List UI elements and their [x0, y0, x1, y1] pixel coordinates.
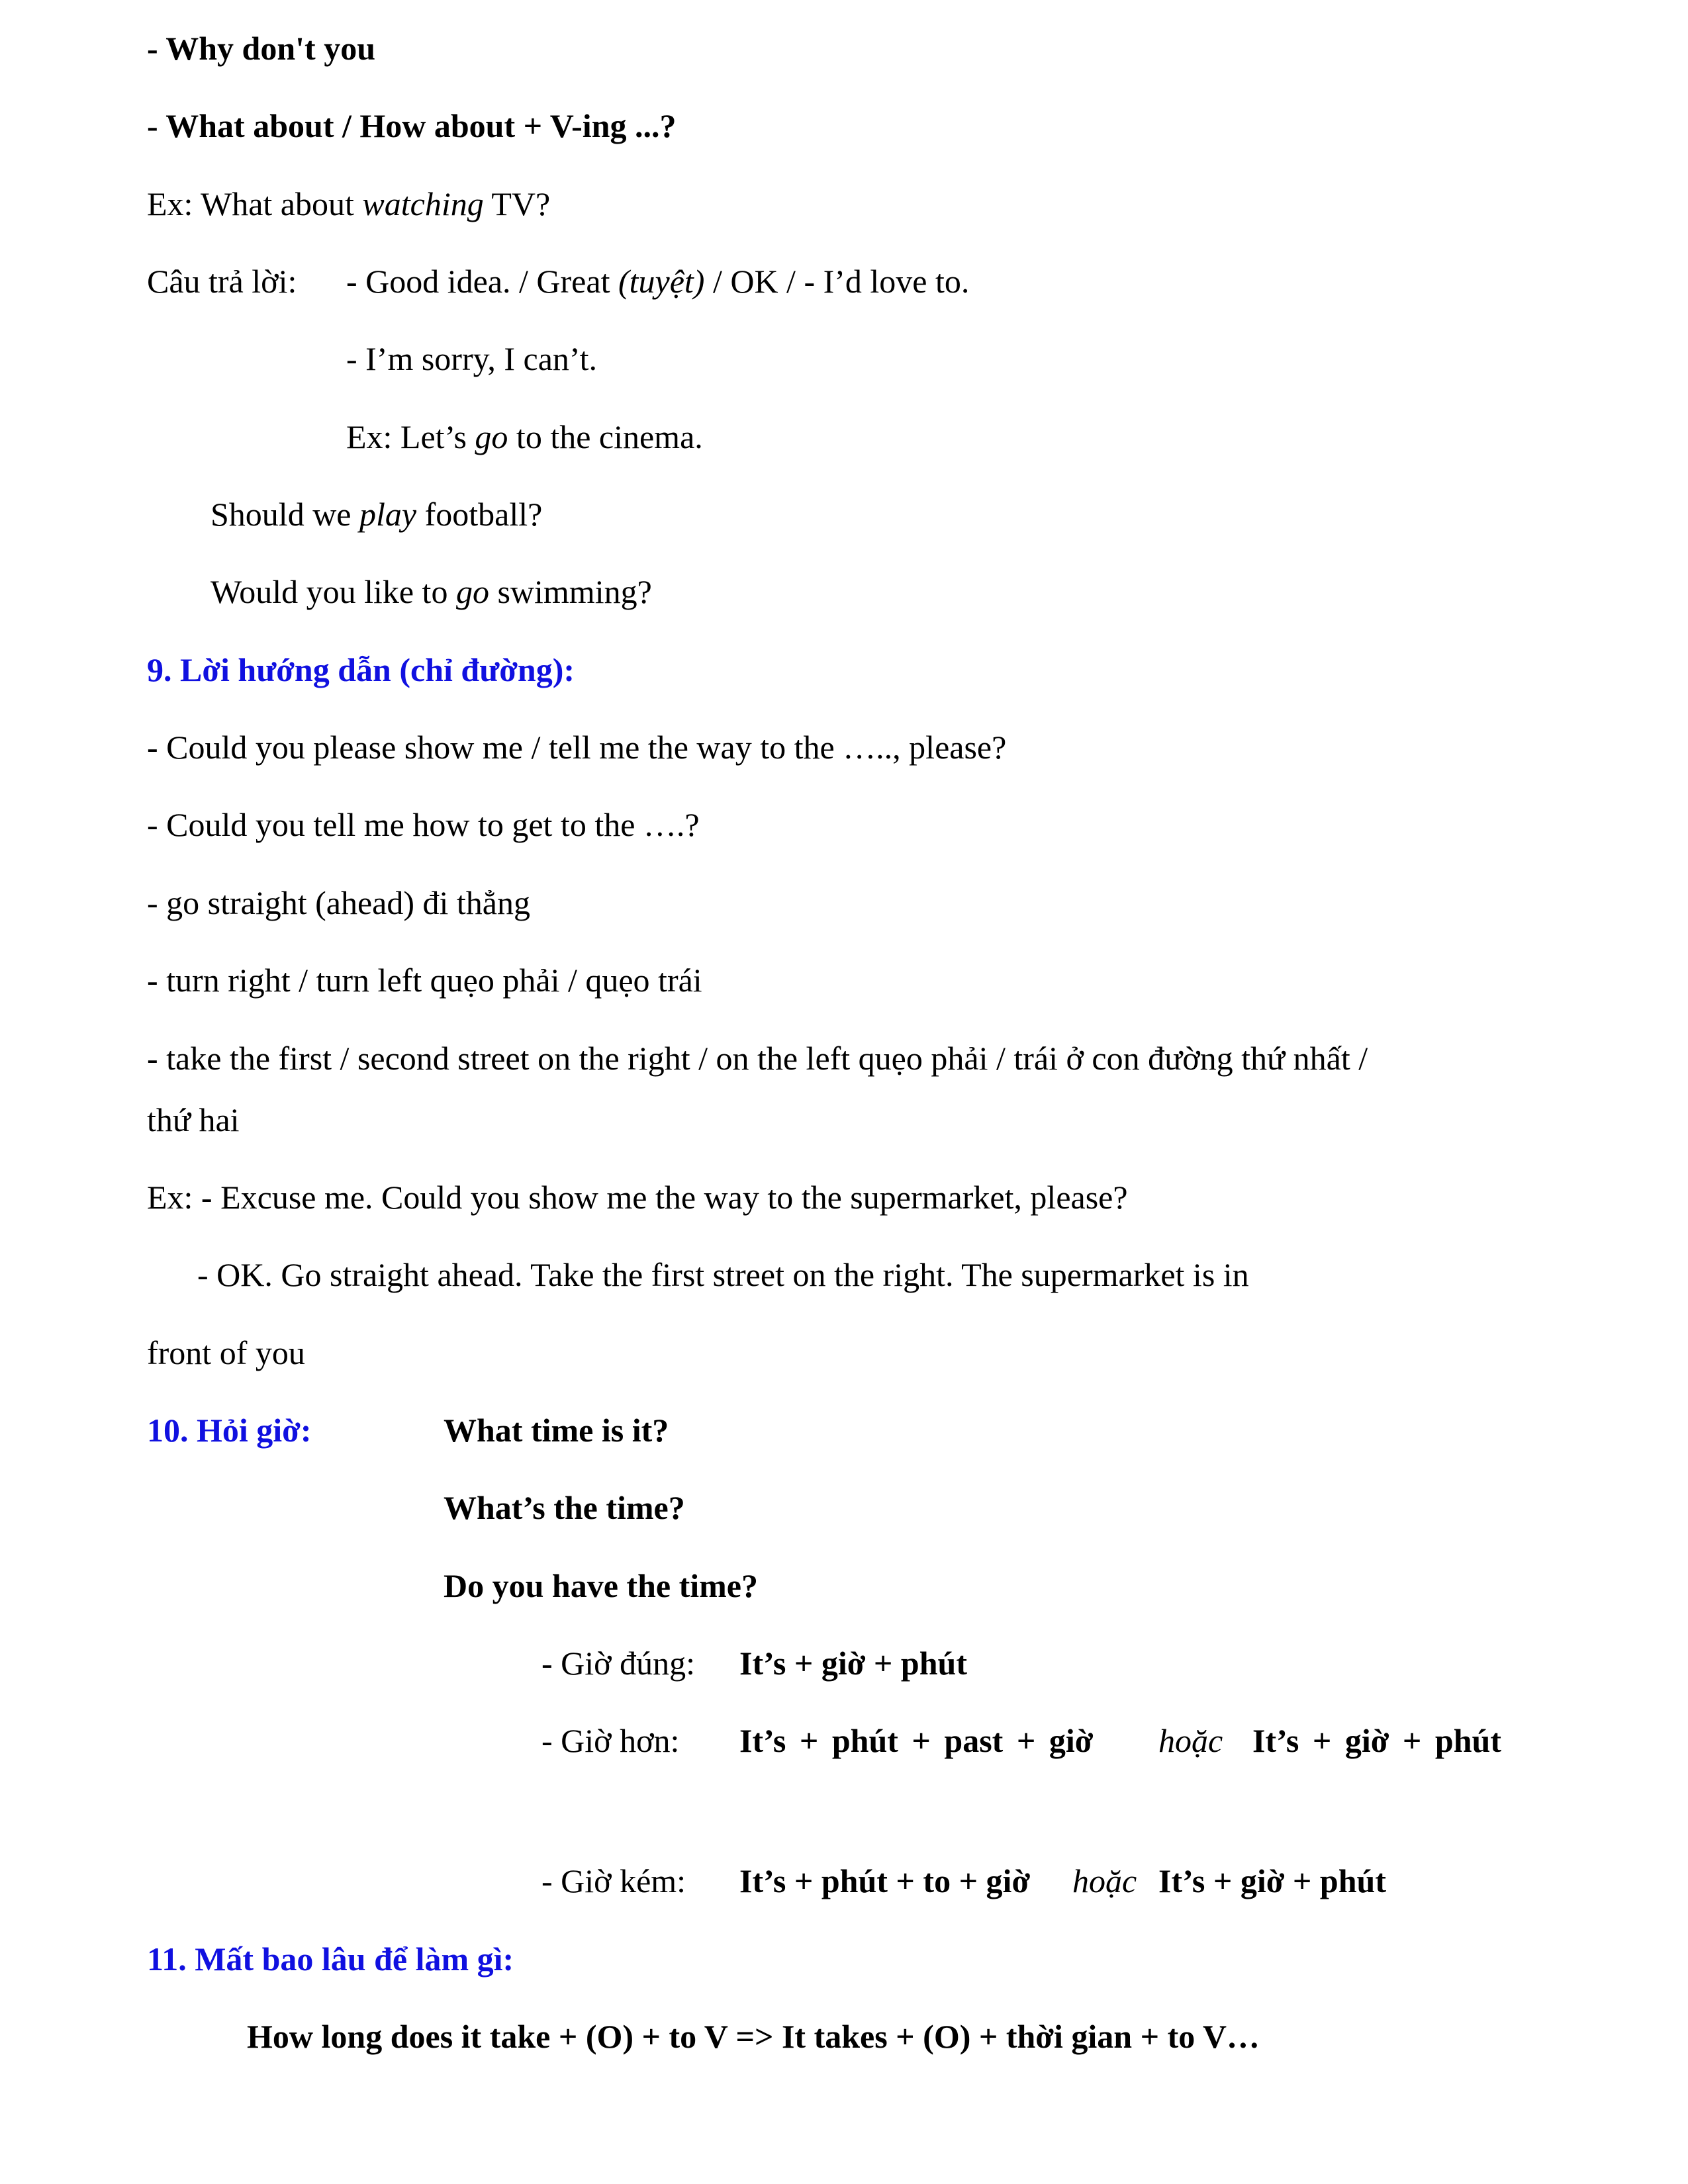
exact-time-label: - Giờ đúng: [541, 1645, 695, 1682]
directions-line: - Could you please show me / tell me the way to the ….., please? [147, 729, 1007, 766]
example-text: Ex: Let’s [346, 418, 475, 455]
past-time-alt-formula: It’s + giờ + phút [1252, 1722, 1501, 1759]
example-verb: play [359, 496, 417, 533]
directions-line: - take the first / second street on the right / on the left quẹo phải / trái ở con đường thứ nhất / [147, 1040, 1368, 1077]
example-text: swimming? [489, 573, 652, 610]
answer-label: Câu trả lời: [147, 263, 297, 300]
directions-example: Ex: - Excuse me. Could you show me the way to the supermarket, please? [147, 1179, 1128, 1216]
or-word: hoặc [1158, 1722, 1223, 1759]
exact-time-formula: It’s + giờ + phút [739, 1645, 967, 1682]
example-text: Would you like to [211, 573, 456, 610]
past-time-label: - Giờ hơn: [541, 1722, 680, 1759]
time-question: What’s the time? [444, 1489, 685, 1526]
directions-line: - Could you tell me how to get to the ….? [147, 806, 700, 843]
directions-example: - OK. Go straight ahead. Take the first street on the right. The supermarket is in [197, 1256, 1249, 1293]
to-time-formula: It’s + phút + to + giờ [739, 1862, 1031, 1899]
example-would-you-like [211, 575, 652, 608]
time-question: What time is it? [444, 1412, 669, 1449]
example-verb: watching [362, 185, 484, 222]
section-10-heading: 10. Hỏi giờ: [147, 1412, 312, 1449]
directions-line: - turn right / turn left quẹo phải / quẹo trái [147, 962, 702, 999]
how-long-formula: How long does it take + (O) + to V => It takes + (O) + thời gian + to V… [247, 2018, 1260, 2055]
answer-text: / OK / - I’d love to. [704, 263, 970, 300]
answer-note: (tuyệt) [618, 263, 705, 300]
what-about-line: - What about / How about + V-ing ...? [147, 107, 677, 144]
or-word: hoặc [1072, 1862, 1137, 1899]
example-text: to the cinema. [508, 418, 703, 455]
section-11-heading: 11. Mất bao lâu để làm gì: [147, 1940, 514, 1978]
answer-positive [346, 265, 969, 298]
to-time-label: - Giờ kém: [541, 1862, 686, 1899]
example-lets [346, 420, 703, 453]
directions-example: front of you [147, 1334, 305, 1371]
example-what-about [147, 187, 550, 220]
time-question: Do you have the time? [444, 1567, 758, 1604]
example-text: Should we [211, 496, 359, 533]
past-time-formula: It’s + phút + past + giờ [739, 1722, 1094, 1759]
why-dont-you-line: - Why don't you [147, 30, 376, 67]
example-text: football? [416, 496, 543, 533]
example-should-we [211, 498, 542, 531]
section-9-heading: 9. Lời hướng dẫn (chỉ đường): [147, 651, 575, 688]
example-verb: go [455, 573, 489, 610]
directions-line: - go straight (ahead) đi thẳng [147, 884, 530, 921]
example-verb: go [475, 418, 508, 455]
directions-line: thứ hai [147, 1101, 240, 1138]
answer-negative: - I’m sorry, I can’t. [346, 340, 598, 377]
answer-text: - Good idea. / Great [346, 263, 618, 300]
to-time-alt-formula: It’s + giờ + phút [1158, 1862, 1386, 1899]
example-text: Ex: What about [147, 185, 363, 222]
example-text: TV? [483, 185, 551, 222]
